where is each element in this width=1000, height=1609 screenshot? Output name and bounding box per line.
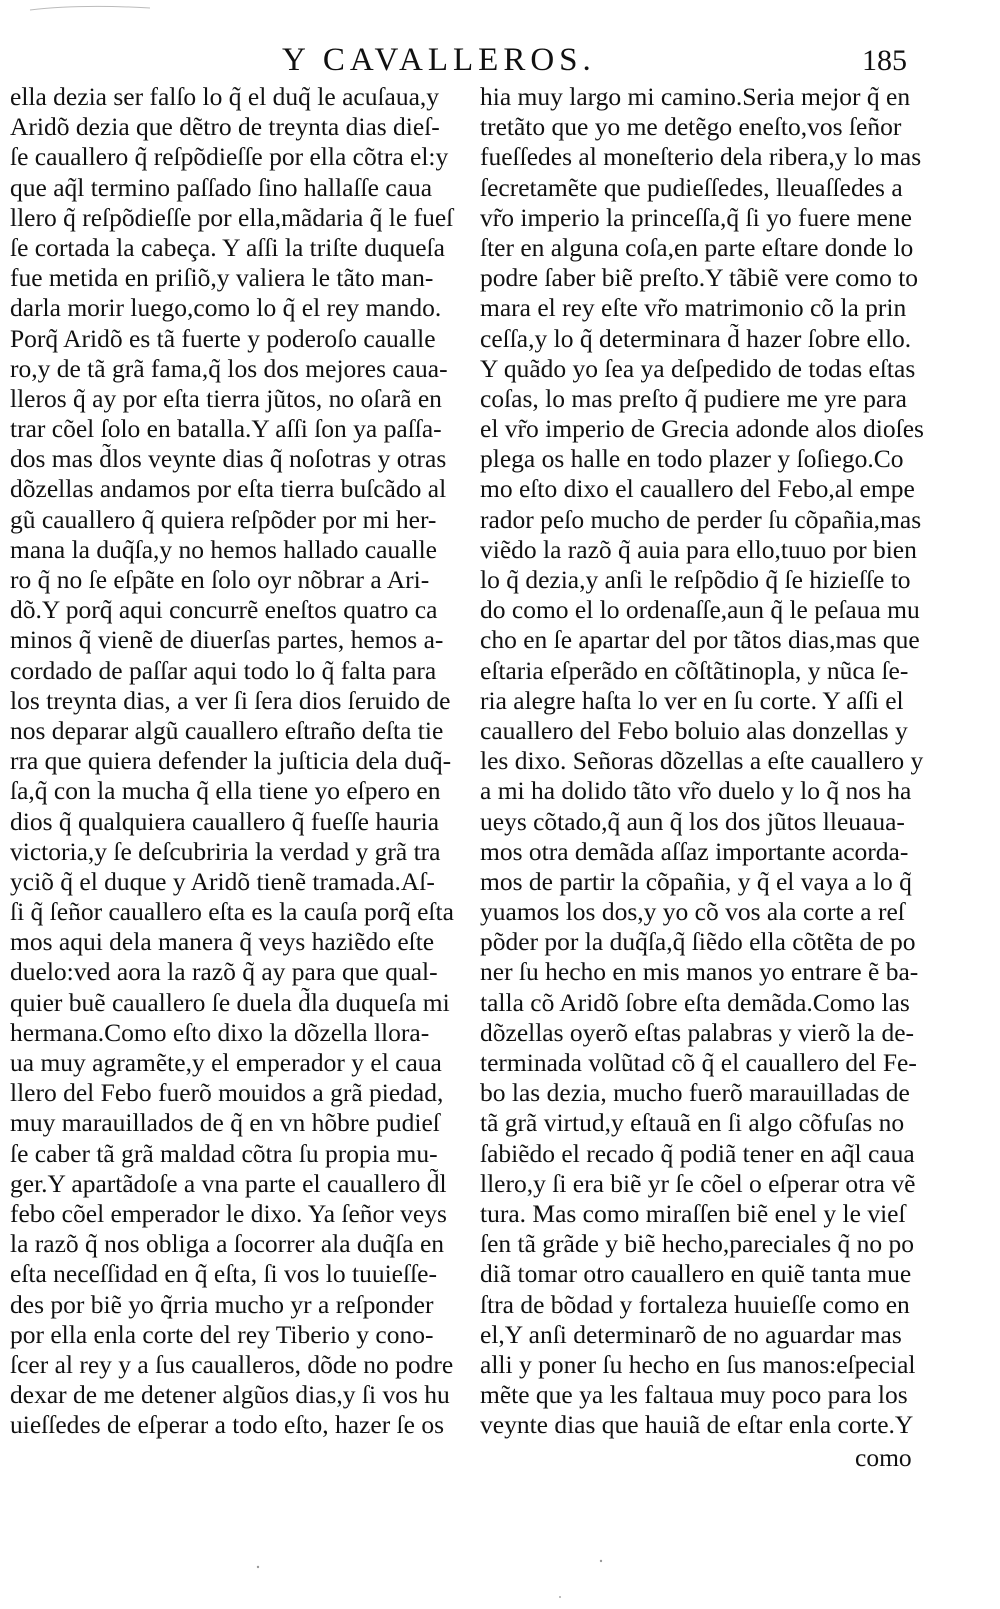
left-column-text-line: llero del Febo fuerõ mouidos a grã piedad, — [10, 1078, 444, 1108]
left-column-text-line: victoria,y ſe deſcubriria la verdad y grã tra — [10, 836, 441, 866]
page-number: 185 — [862, 44, 907, 77]
left-column-text-line: trar cõel ſolo en batalla.Y aſſi ſon ya paſſa- — [10, 414, 442, 444]
left-column-text-line: por ella enla corte del rey Tiberio y cono- — [10, 1319, 434, 1349]
left-column-text-line: des por biẽ yo q̃rria mucho yr a reſponder — [10, 1289, 434, 1319]
right-column-text-line: vr̃o imperio la princeſſa,q̃ ſi yo fuere mene — [480, 202, 912, 232]
left-column-text-line: los treynta dias, a ver ſi ſera dios ſeruido de — [10, 685, 451, 715]
right-column-text-line: veynte dias que hauiã de eſtar enla corte.Y — [480, 1410, 914, 1440]
left-column-text-line: ſcer al rey y a ſus caualleros, dõde no podre — [10, 1349, 454, 1379]
right-column-text-line: alli y poner ſu hecho en ſus manos:eſpecial — [480, 1349, 916, 1379]
right-column-text-line: tretãto que yo me detẽgo eneſto,vos ſeñor — [480, 112, 902, 142]
left-column-text-line: ſe cauallero q̃ reſpõdieſſe por ella cõtra el:y — [10, 142, 449, 172]
right-column-text-line: cauallero del Febo boluio alas donzellas y — [480, 715, 908, 745]
left-column-text-line: rra que quiera defender la juſticia dela duq̃- — [10, 746, 452, 776]
running-title: Y CAVALLEROS. — [282, 42, 596, 78]
right-column-text-line: mo eſto dixo el cauallero del Febo,al empe — [480, 474, 915, 504]
right-column-text-line: dõzellas oyerõ eſtas palabras y vierõ la de- — [480, 1017, 915, 1047]
left-column-text-line: darla morir luego,como lo q̃ el rey mando. — [10, 293, 442, 323]
right-column-text-line: bo las dezia, mucho fuerõ marauilladas de — [480, 1078, 910, 1108]
right-column-text-line: tura. Mas como miraſſen biẽ enel y le vieſ — [480, 1198, 906, 1228]
right-column-text-line: mara el rey eſte vr̃o matrimonio cõ la prin — [480, 293, 907, 323]
left-column-text-line: gũ cauallero q̃ quiera reſpõder por mi her- — [10, 504, 437, 534]
catchword: como — [855, 1443, 912, 1472]
left-column-text-line: Porq̃ Aridõ es tã fuerte y poderoſo caualle — [10, 323, 436, 353]
left-column-text-line: ſe caber tã grã maldad cõtra ſu propia mu- — [10, 1138, 438, 1168]
right-column-text-line: viẽdo la razõ q̃ auia para ello,tuuo por bien — [480, 534, 917, 564]
left-column-text-line: ſe cortada la cabeça. Y aſſi la triſte duqueſa — [10, 232, 445, 262]
left-column-text-line: dexar de me detener algũos dias,y ſi vos hu — [10, 1380, 450, 1410]
right-column-text-line: coſas, lo mas preſto q̃ pudiere me yre para — [480, 383, 907, 413]
right-column-text-line: fueſſedes al moneſterio dela ribera,y lo mas — [480, 142, 922, 172]
left-column-text-line: nos deparar algũ cauallero eſtraño deſta tie — [10, 715, 444, 745]
right-column-text-line: terminada volũtad cõ q̃ el cauallero del Fe- — [480, 1048, 917, 1077]
right-column-text-line: ſen tã grãde y biẽ hecho,pareciales q̃ no po — [480, 1229, 915, 1259]
left-column-text-line: Aridõ dezia que dẽtro de treynta dias dieſ- — [10, 112, 440, 142]
right-column-text-line: llero,y ſi era biẽ yr ſe cõel o eſperar otra vẽ — [480, 1168, 916, 1198]
right-column-text-line: el,Y anſi determinarõ de no aguardar mas — [480, 1319, 902, 1349]
left-text-column — [10, 82, 462, 1440]
right-column-text-line: hia muy largo mi camino.Seria mejor q̃ en — [480, 82, 911, 111]
right-column-text-line: põder por la duq̃ſa,q̃ ſiẽdo ella cõtẽta de po — [480, 927, 916, 957]
left-column-text-line: fue metida en priſiõ,y valiera le tãto man- — [10, 263, 434, 293]
right-column-text-line: ueys cõtado,q̃ aun q̃ los dos jũtos lleuaua- — [480, 806, 905, 836]
left-column-text-line: yciõ q̃ el duque y Aridõ tienẽ tramada.Aſ- — [10, 866, 435, 896]
left-column-text-line: febo cõel emperador le dixo. Ya ſeñor veys — [10, 1198, 447, 1228]
right-column-text-line: diã tomar otro cauallero en quiẽ tanta mue — [480, 1259, 912, 1289]
right-column-text-line: ria alegre haſta lo ver en ſu corte. Y aſſi el — [480, 685, 904, 715]
right-text-column — [480, 82, 935, 1440]
right-column-text-line: podre ſaber biẽ preſto.Y tãbiẽ vere como to — [480, 263, 919, 293]
left-column-text-line: quier buẽ cauallero ſe duela d̃la duqueſa mi — [10, 987, 450, 1017]
right-column-text-line: ſecretamẽte que pudieſſedes, lleuaſſedes a — [480, 172, 903, 202]
right-column-text-line: ner ſu hecho en mis manos yo entrare ẽ ba- — [480, 957, 919, 987]
left-column-text-line: muy marauillados de q̃ en vn hõbre pudieſ — [10, 1108, 440, 1138]
left-column-text-line: lleros q̃ ay por eſta tierra jũtos, no oſarã en — [10, 383, 442, 413]
page-header — [0, 30, 1000, 76]
right-column-text-line: a mi ha dolido tãto vr̃o duelo y lo q̃ nos ha — [480, 776, 912, 806]
left-column-text-line: ſa,q̃ con la mucha q̃ ella tiene yo eſpero en — [10, 776, 441, 806]
left-column-text-line: ro q̃ no ſe eſpãte en ſolo oyr nõbrar a Ari- — [10, 565, 430, 594]
left-column-text-line: ger.Y apartãdoſe a vna parte el cauallero d̃l — [10, 1168, 447, 1198]
right-column-text-line: mos de partir la cõpañia, y q̃ el vaya a lo q̃ — [480, 866, 912, 896]
right-column-text-line: do como el lo ordenaſſe,aun q̃ le peſaua mu — [480, 595, 920, 625]
right-column-text-line: rador peſo mucho de perder ſu cõpañia,mas — [480, 504, 922, 534]
right-column-text-line: talla cõ Aridõ ſobre eſta demãda.Como las — [480, 987, 910, 1017]
right-column-text-line: cho en ſe apartar del por tãtos dias,mas que — [480, 625, 920, 655]
right-column-text-line: lo q̃ dezia,y anſi le reſpõdio q̃ ſe hizieſſe to — [480, 565, 911, 594]
left-column-text-line: duelo:ved aora la razõ q̃ ay para que qual- — [10, 957, 438, 987]
left-column-text-line: ſi q̃ ſeñor cauallero eſta es la cauſa porq̃ eſta — [10, 897, 454, 927]
right-column-text-line: les dixo. Señoras dõzellas a eſte cauallero y — [480, 746, 924, 776]
left-column-text-line: mana la duq̃ſa,y no hemos hallado caualle — [10, 534, 437, 564]
left-column-text-line: ro,y de tã grã fama,q̃ los dos mejores caua- — [10, 353, 448, 383]
right-column-text-line: plega os halle en todo plazer y ſoſiego.Co — [480, 444, 904, 474]
left-column-text-line: dõ.Y porq̃ aqui concurrẽ eneſtos quatro ca — [10, 595, 438, 625]
right-column-text-line: ceſſa,y lo q̃ determinara d̃ hazer ſobre ello. — [480, 323, 912, 353]
left-column-text-line: minos q̃ vienẽ de diuerſas partes, hemos a- — [10, 625, 444, 655]
left-column-text-line: la razõ q̃ nos obliga a ſocorrer ala duq̃ſa en — [10, 1229, 445, 1259]
right-column-text-line: eſtaria eſperãdo en cõſtãtinopla, y nũca ſe- — [480, 655, 909, 685]
left-column-text-line: dios q̃ qualquiera cauallero q̃ fueſſe hauria — [10, 806, 440, 836]
right-column-text-line: mos otra demãda aſſaz importante acorda- — [480, 836, 909, 866]
left-column-text-line: uieſſedes de eſperar a todo eſto, hazer ſe os — [10, 1410, 445, 1440]
left-column-text-line: ella dezia ser falſo lo q̃ el duq̃ le acuſaua,y — [10, 82, 440, 111]
right-column-text-line: ſtra de bõdad y fortaleza huuieſſe como en — [480, 1289, 910, 1319]
right-column-text-line: tã grã virtud,y eſtauã en ſi algo cõfuſas no — [480, 1108, 905, 1138]
left-column-text-line: dos mas d̃los veynte dias q̃ noſotras y otras — [10, 444, 447, 474]
left-column-text-line: eſta neceſſidad en q̃ eſta, ſi vos lo tuuieſſe- — [10, 1259, 437, 1289]
left-column-text-line: mos aqui dela manera q̃ veys haziẽdo eſte — [10, 927, 435, 957]
right-column-text-line: yuamos los dos,y yo cõ vos ala corte a reſ — [480, 897, 905, 927]
left-column-text-line: ua muy agramẽte,y el emperador y el caua — [10, 1048, 442, 1077]
left-column-text-line: que aq̃l termino paſſado ſino hallaſſe caua — [10, 172, 433, 202]
left-column-text-line: dõzellas andamos por eſta tierra buſcãdo al — [10, 474, 447, 504]
left-column-text-line: hermana.Como eſto dixo la dõzella llora- — [10, 1017, 430, 1047]
right-column-text-line: el vr̃o imperio de Grecia adonde alos dioſes — [480, 414, 924, 444]
left-column-text-line: cordado de paſſar aqui todo lo q̃ falta para — [10, 655, 437, 685]
right-column-text-line: Y quãdo yo ſea ya deſpedido de todas eſtas — [480, 353, 916, 383]
left-column-text-line: llero q̃ reſpõdieſſe por ella,mãdaria q̃ le fueſ — [10, 202, 454, 232]
right-column-text-line: mẽte que ya les faltaua muy poco para los — [480, 1380, 908, 1410]
right-column-text-line: ſter en alguna coſa,en parte eſtare donde lo — [480, 232, 914, 262]
right-column-text-line: ſabiẽdo el recado q̃ podiã tener en aq̃l caua — [480, 1138, 915, 1168]
